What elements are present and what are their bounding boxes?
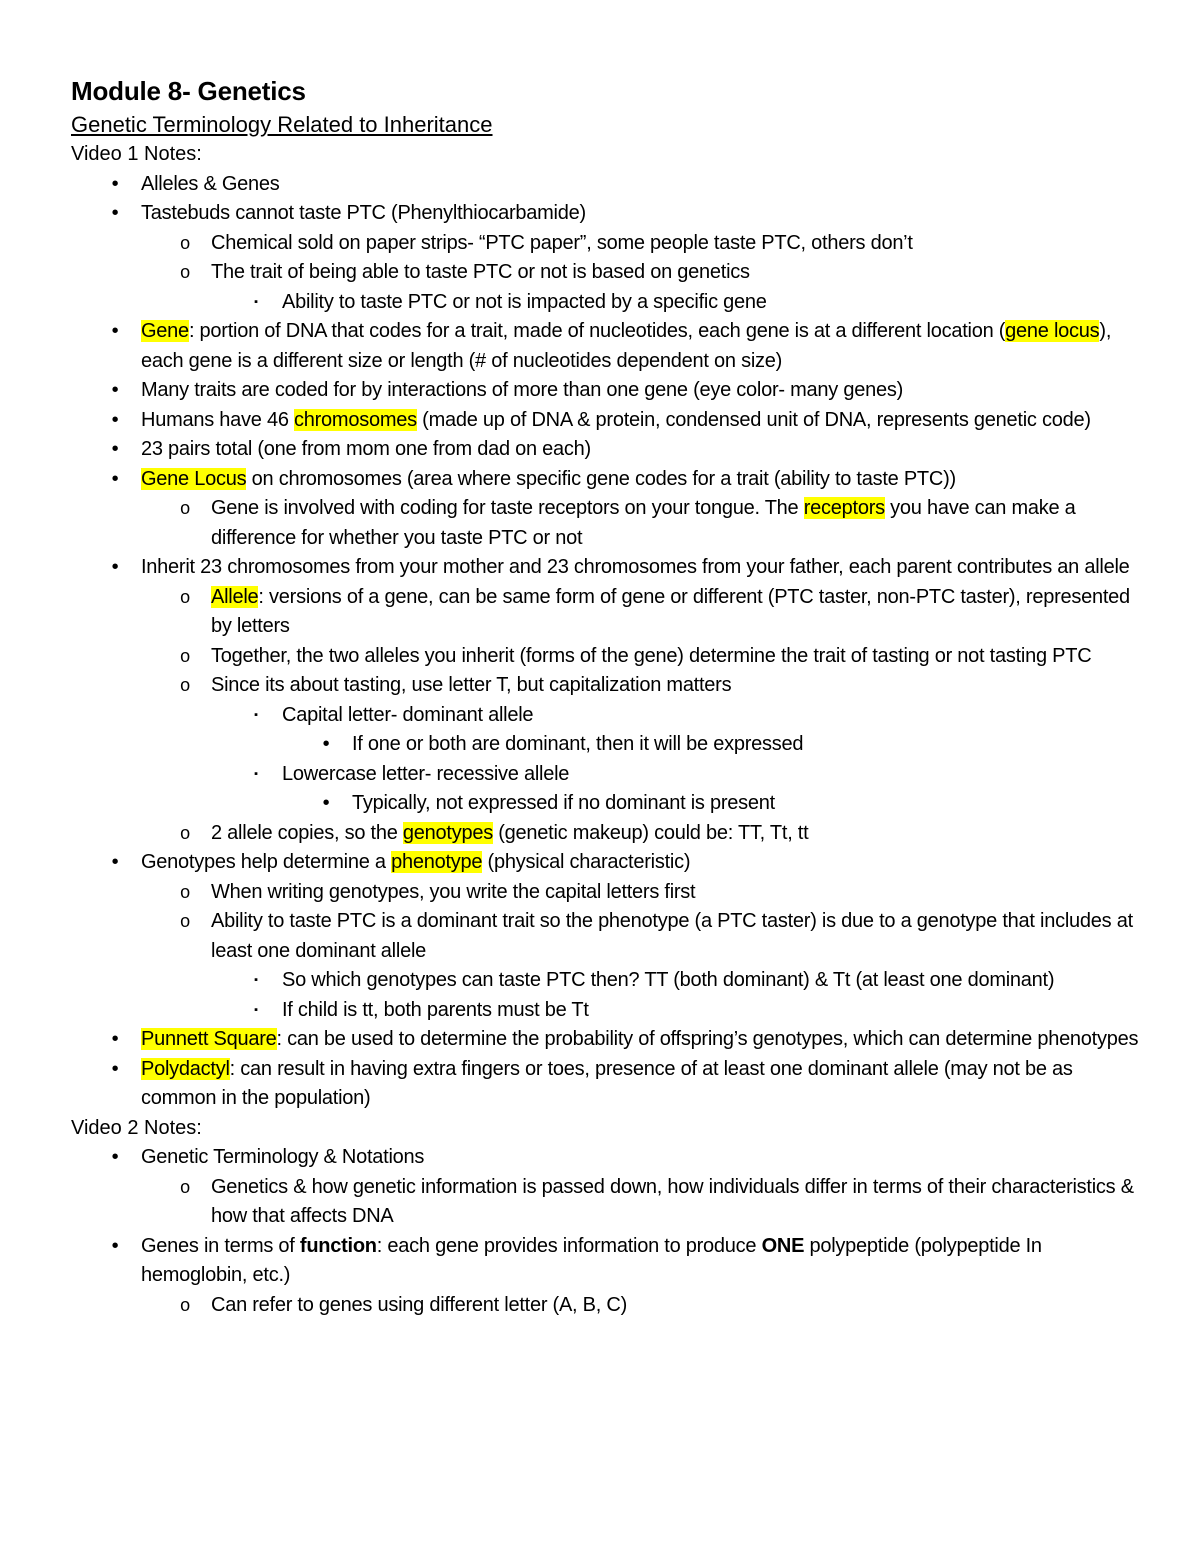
list-item: • Genotypes help determine a phenotype (physical characteristic) (141, 848, 1141, 878)
list-item: • Alleles & Genes (141, 170, 1141, 200)
bullet-disc-icon: • (111, 1234, 119, 1257)
bullet-circle-icon: o (180, 1294, 190, 1315)
bullet-square-icon: ▪ (254, 1003, 258, 1016)
bullet-disc-icon: • (111, 202, 119, 224)
list-item: o Ability to taste PTC is a dominant trait so the phenotype (a PTC taster) is due to a genotype that includes at least one dominant allele (211, 907, 1141, 966)
video-1-notes-list (71, 170, 1141, 1114)
bullet-circle-icon: o (180, 1176, 190, 1197)
list-item: o Allele: versions of a gene, can be same form of gene or different (PTC taster, non-PTC taster), represented by letters (211, 583, 1141, 642)
highlighted-term: Gene Locus (141, 467, 247, 490)
list-item: • 23 pairs total (one from mom one from dad on each) (141, 435, 1141, 465)
bullet-circle-icon: o (180, 645, 190, 666)
list-item: ▪ Capital letter- dominant allele (282, 701, 1141, 731)
list-item: o Together, the two alleles you inherit (forms of the gene) determine the trait of tasting or not tasting PTC (211, 642, 1141, 672)
bullet-disc-icon: • (111, 556, 119, 578)
bullet-disc-icon: • (111, 851, 119, 873)
bullet-disc-icon: • (111, 1146, 119, 1168)
bold-term: ONE (761, 1234, 805, 1257)
highlighted-term: chromosomes (294, 408, 417, 431)
document-content (71, 74, 1141, 1320)
list-item: • Gene: portion of DNA that codes for a trait, made of nucleotides, each gene is at a different location (gene locus), each gene is a different size or length (# of nucleotides dependent on size) (141, 317, 1141, 376)
list-item: • Polydactyl: can result in having extra fingers or toes, presence of at least one dominant allele (may not be as common in the population) (141, 1055, 1141, 1114)
list-item: ▪ If child is tt, both parents must be Tt (282, 996, 1141, 1026)
bold-term: function (299, 1234, 377, 1257)
bullet-circle-icon: o (180, 586, 190, 607)
list-item: o When writing genotypes, you write the capital letters first (211, 878, 1141, 908)
list-item: • Humans have 46 chromosomes (made up of DNA & protein, condensed unit of DNA, represents genetic code) (141, 406, 1141, 436)
bullet-disc-icon: • (111, 1057, 119, 1080)
bullet-circle-icon: o (180, 232, 190, 253)
list-item: • Punnett Square: can be used to determine the probability of offspring’s genotypes, which can determine phenotypes (141, 1025, 1141, 1055)
bullet-circle-icon: o (180, 881, 190, 902)
bullet-square-icon: ▪ (254, 974, 258, 986)
list-item: ▪ Ability to taste PTC or not is impacted by a specific gene (282, 288, 1141, 318)
list-item: ▪ So which genotypes can taste PTC then? TT (both dominant) & Tt (at least one dominant) (282, 966, 1141, 996)
bullet-square-icon: ▪ (254, 767, 258, 780)
video-2-notes-list (71, 1143, 1141, 1320)
page-title: Module 8- Genetics (71, 76, 306, 106)
bullet-circle-icon: o (180, 822, 190, 843)
bullet-disc-icon: • (111, 379, 119, 401)
list-item: • Genetic Terminology & Notations (141, 1143, 1141, 1173)
bullet-circle-icon: o (180, 911, 190, 931)
bullet-disc-icon: • (111, 172, 119, 195)
bullet-circle-icon: o (180, 498, 190, 518)
highlighted-term: receptors (803, 497, 885, 519)
bullet-disc-icon: • (111, 408, 119, 431)
bullet-circle-icon: o (180, 675, 190, 695)
list-item: o Can refer to genes using different letter (A, B, C) (211, 1291, 1141, 1321)
video-1-label: Video 1 Notes: (71, 143, 202, 165)
bullet-circle-icon: o (180, 262, 190, 282)
bullet-disc-icon: • (111, 1028, 119, 1050)
list-item: o 2 allele copies, so the genotypes (genetic makeup) could be: TT, Tt, tt (211, 819, 1141, 849)
list-item: ▪ Lowercase letter- recessive allele (282, 760, 1141, 790)
list-item: o Gene is involved with coding for taste receptors on your tongue. The receptors you have can make a difference for whether you taste PTC or not (211, 494, 1141, 553)
highlighted-term: phenotype (391, 851, 483, 873)
bullet-disc-icon: • (111, 438, 119, 460)
list-item: • Gene Locus on chromosomes (area where specific gene codes for a trait (ability to taste PTC)) (141, 465, 1141, 495)
section-heading: Genetic Terminology Related to Inheritance (71, 112, 493, 137)
list-item: o Since its about tasting, use letter T, but capitalization matters (211, 671, 1141, 701)
highlighted-term: genotypes (402, 821, 493, 844)
bullet-disc-icon: • (111, 320, 119, 342)
highlighted-term: Gene (141, 320, 189, 342)
highlighted-term: gene locus (1005, 320, 1100, 342)
list-item: • Tastebuds cannot taste PTC (Phenylthiocarbamide) (141, 199, 1141, 229)
list-item: o The trait of being able to taste PTC or not is based on genetics (211, 258, 1141, 288)
highlighted-term: Allele (211, 585, 259, 608)
list-item: • Inherit 23 chromosomes from your mother and 23 chromosomes from your father, each parent contributes an allele (141, 553, 1141, 583)
highlighted-term: Polydactyl (141, 1057, 230, 1080)
list-item: o Genetics & how genetic information is passed down, how individuals differ in terms of their characteristics & how that affects DNA (211, 1173, 1141, 1232)
bullet-disc-icon: • (322, 733, 330, 755)
list-item: • Many traits are coded for by interactions of more than one gene (eye color- many genes) (141, 376, 1141, 406)
bullet-disc-icon: • (322, 792, 330, 814)
list-item: • Typically, not expressed if no dominant is present (352, 789, 1141, 819)
bullet-square-icon: ▪ (254, 708, 258, 721)
list-item: o Chemical sold on paper strips- “PTC paper”, some people taste PTC, others don’t (211, 229, 1141, 259)
video-2-label: Video 2 Notes: (71, 1116, 202, 1139)
list-item: • If one or both are dominant, then it will be expressed (352, 730, 1141, 760)
bullet-disc-icon: • (111, 467, 119, 490)
list-item: • Genes in terms of function: each gene provides information to produce ONE polypeptide (polypeptide In hemoglobin, etc.) (141, 1232, 1141, 1291)
highlighted-term: Punnett Square (141, 1028, 277, 1050)
bullet-square-icon: ▪ (254, 295, 258, 308)
